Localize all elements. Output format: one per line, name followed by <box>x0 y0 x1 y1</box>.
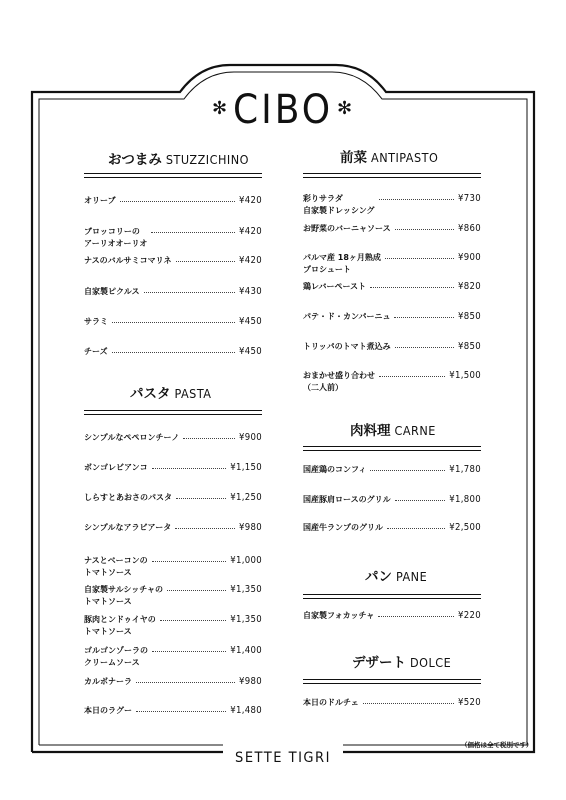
menu-item-name-line: ブロッコリーの <box>84 227 140 236</box>
menu-item-name <box>303 311 390 323</box>
flower-ornament-left: ✻ <box>212 98 228 119</box>
menu-item-name-line: トマトソース <box>84 568 132 577</box>
menu-item-name-line: 自家製フォカッチャ <box>303 611 375 620</box>
menu-item-name <box>303 223 391 235</box>
menu-item-name-line: ゴルゴンゾーラの <box>84 646 148 655</box>
flower-ornament-right: ✻ <box>337 98 353 119</box>
menu-item-name-line: 自家製ピクルス <box>84 287 140 296</box>
menu-item-name <box>84 462 148 474</box>
dotted-leader <box>183 438 235 439</box>
dotted-leader <box>144 292 235 293</box>
menu-item-name-line: サラミ <box>84 317 108 326</box>
menu-item-name <box>84 316 108 328</box>
menu-item-name-line: （二人前） <box>303 383 343 392</box>
dotted-leader <box>176 498 226 499</box>
dotted-leader <box>151 232 235 233</box>
section-header-pasta <box>130 385 211 403</box>
dotted-leader <box>394 317 454 318</box>
dotted-leader <box>112 352 235 353</box>
menu-item-price: ¥520 <box>458 697 481 708</box>
divider <box>303 446 481 451</box>
menu-item-name-line: しらすとあおさのパスタ <box>84 493 172 502</box>
menu-item-price: ¥1,000 <box>230 555 262 566</box>
section-header-antipasto <box>340 149 438 167</box>
dotted-leader <box>370 287 454 288</box>
menu-item-name-line: 国産鶏のコンフィ <box>303 465 367 474</box>
menu-item-name-line: オリーブ <box>84 196 116 205</box>
section-title-it: DOLCE <box>410 655 452 670</box>
section-title-jp: 前菜 <box>340 150 367 166</box>
menu-item-name-line: プロシュート <box>303 265 351 274</box>
menu-item-price: ¥1,800 <box>449 494 481 505</box>
menu-item-price: ¥420 <box>239 255 262 266</box>
menu-item-name <box>303 281 366 293</box>
menu-item-name-line: ナスとベーコンの <box>84 556 148 565</box>
menu-item-name-line: トマトソース <box>84 627 132 636</box>
menu-item-name-line: 自家製サルシッチャの <box>84 585 163 594</box>
dotted-leader <box>160 620 226 621</box>
menu-item-name <box>303 464 366 476</box>
menu-item-name <box>84 645 148 669</box>
dotted-leader <box>136 682 235 683</box>
dotted-leader <box>395 500 445 501</box>
menu-item-name <box>303 193 375 217</box>
dotted-leader <box>378 616 454 617</box>
dotted-leader <box>379 376 445 377</box>
menu-item-name-line: おまかせ盛り合わせ <box>303 371 375 380</box>
section-header-dolce <box>352 654 451 672</box>
menu-item-price: ¥1,480 <box>230 705 262 716</box>
menu-item-price: ¥900 <box>239 432 262 443</box>
menu-item-price: ¥1,350 <box>230 614 262 625</box>
menu-item-name-line: 鶏レバーペースト <box>303 282 367 291</box>
menu-item-price: ¥1,150 <box>230 462 262 473</box>
section-title-it: PASTA <box>174 386 212 401</box>
menu-item-name-line: カルボナーラ <box>84 677 132 686</box>
divider <box>303 173 481 178</box>
menu-item-name-line: クリームソース <box>84 658 140 667</box>
dotted-leader <box>112 322 235 323</box>
menu-item-name-line: 国産豚肩ロースのグリル <box>303 495 391 504</box>
section-title-it: STUZZICHINO <box>165 152 250 167</box>
menu-item-price: ¥850 <box>458 311 481 322</box>
menu-item-name <box>303 494 391 506</box>
menu-item-name <box>84 522 171 534</box>
menu-item-price: ¥1,400 <box>230 645 262 656</box>
menu-item-price: ¥1,500 <box>449 370 481 381</box>
menu-item-name <box>303 341 391 353</box>
restaurant-name: SETTE TIGRI <box>235 750 331 766</box>
menu-item-name <box>84 676 132 688</box>
dotted-leader <box>387 528 445 529</box>
section-header-stuzzichino <box>108 151 249 169</box>
menu-item-name <box>303 697 359 709</box>
menu-item-name-line: 豚肉とンドゥイヤの <box>84 615 156 624</box>
section-title-jp: パン <box>365 569 392 585</box>
menu-item-name-line: 本日のドルチェ <box>303 698 359 707</box>
divider <box>84 410 262 415</box>
menu-item-name-line: シンプルなペペロンチーノ <box>84 433 180 442</box>
menu-item-name-line: アーリオオーリオ <box>84 239 148 248</box>
menu-item-name <box>84 705 132 717</box>
dotted-leader <box>175 528 235 529</box>
menu-item-name <box>84 195 116 207</box>
section-header-pane <box>365 568 427 586</box>
menu-item-name <box>303 252 381 276</box>
dotted-leader <box>385 258 454 259</box>
section-header-carne <box>350 422 436 440</box>
menu-item-name <box>303 370 375 394</box>
menu-item-name-line: 本日のラグー <box>84 706 132 715</box>
menu-item-price: ¥900 <box>458 252 481 263</box>
menu-item-name-line: チーズ <box>84 347 108 356</box>
menu-item-name <box>84 286 140 298</box>
menu-item-name-line: トリッパのトマト煮込み <box>303 342 391 351</box>
menu-item-price: ¥980 <box>239 676 262 687</box>
dotted-leader <box>395 347 454 348</box>
menu-item-price: ¥1,350 <box>230 584 262 595</box>
divider <box>303 679 481 684</box>
menu-item-price: ¥850 <box>458 341 481 352</box>
menu-title: CIBO <box>232 87 334 133</box>
menu-item-price: ¥2,500 <box>449 522 481 533</box>
section-title-it: PANE <box>396 569 428 584</box>
dotted-leader <box>167 590 226 591</box>
dotted-leader <box>120 201 235 202</box>
section-title-jp: おつまみ <box>108 152 162 168</box>
menu-item-name-line: 国産牛ランプのグリル <box>303 523 383 532</box>
menu-item-name <box>84 555 148 579</box>
menu-item-price: ¥1,780 <box>449 464 481 475</box>
menu-item-name <box>84 492 172 504</box>
menu-item-price: ¥730 <box>458 193 481 204</box>
menu-item-name-line: お野菜のバーニャソース <box>303 224 391 233</box>
dotted-leader <box>152 561 226 562</box>
dotted-leader <box>395 229 454 230</box>
dotted-leader <box>370 470 445 471</box>
menu-item-name-line: ナスのバルサミコマリネ <box>84 256 172 265</box>
dotted-leader <box>379 199 454 200</box>
menu-item-name-line: シンプルなアラビアータ <box>84 523 172 532</box>
divider <box>303 594 481 599</box>
menu-item-price: ¥420 <box>239 226 262 237</box>
menu-item-name-line: 彩りサラダ <box>303 194 343 203</box>
dotted-leader <box>152 651 226 652</box>
menu-item-price: ¥1,250 <box>230 492 262 503</box>
dotted-leader <box>363 703 454 704</box>
section-title-jp: パスタ <box>130 386 171 402</box>
menu-item-name-line: パテ・ド・カンパーニュ <box>303 312 391 321</box>
menu-item-name <box>84 584 163 608</box>
menu-item-price: ¥420 <box>239 195 262 206</box>
menu-item-price: ¥820 <box>458 281 481 292</box>
menu-item-price: ¥430 <box>239 286 262 297</box>
section-title-it: CARNE <box>394 423 436 438</box>
divider <box>84 173 262 178</box>
menu-item-name <box>84 346 108 358</box>
menu-item-name-line: ボンゴレビアンコ <box>84 463 148 472</box>
tax-note: （価格は全て税別です） <box>461 741 533 749</box>
menu-item-name-line: トマトソース <box>84 597 132 606</box>
menu-item-name-line: パルマ産 18ヶ月熟成 <box>303 253 381 262</box>
menu-item-name <box>84 614 156 638</box>
dotted-leader <box>152 468 226 469</box>
menu-item-price: ¥220 <box>458 610 481 621</box>
menu-item-name <box>84 432 179 444</box>
dotted-leader <box>136 711 226 712</box>
section-title-jp: デザート <box>352 655 406 671</box>
menu-item-price: ¥980 <box>239 522 262 533</box>
menu-item-price: ¥450 <box>239 316 262 327</box>
menu-item-name <box>84 226 147 250</box>
menu-item-price: ¥450 <box>239 346 262 357</box>
section-title-it: ANTIPASTO <box>371 150 439 165</box>
dotted-leader <box>176 261 235 262</box>
menu-item-name-line: 自家製ドレッシング <box>303 206 375 215</box>
menu-item-name <box>84 255 172 267</box>
section-title-jp: 肉料理 <box>350 423 391 439</box>
menu-item-price: ¥860 <box>458 223 481 234</box>
menu-item-name <box>303 610 374 622</box>
menu-item-name <box>303 522 383 534</box>
